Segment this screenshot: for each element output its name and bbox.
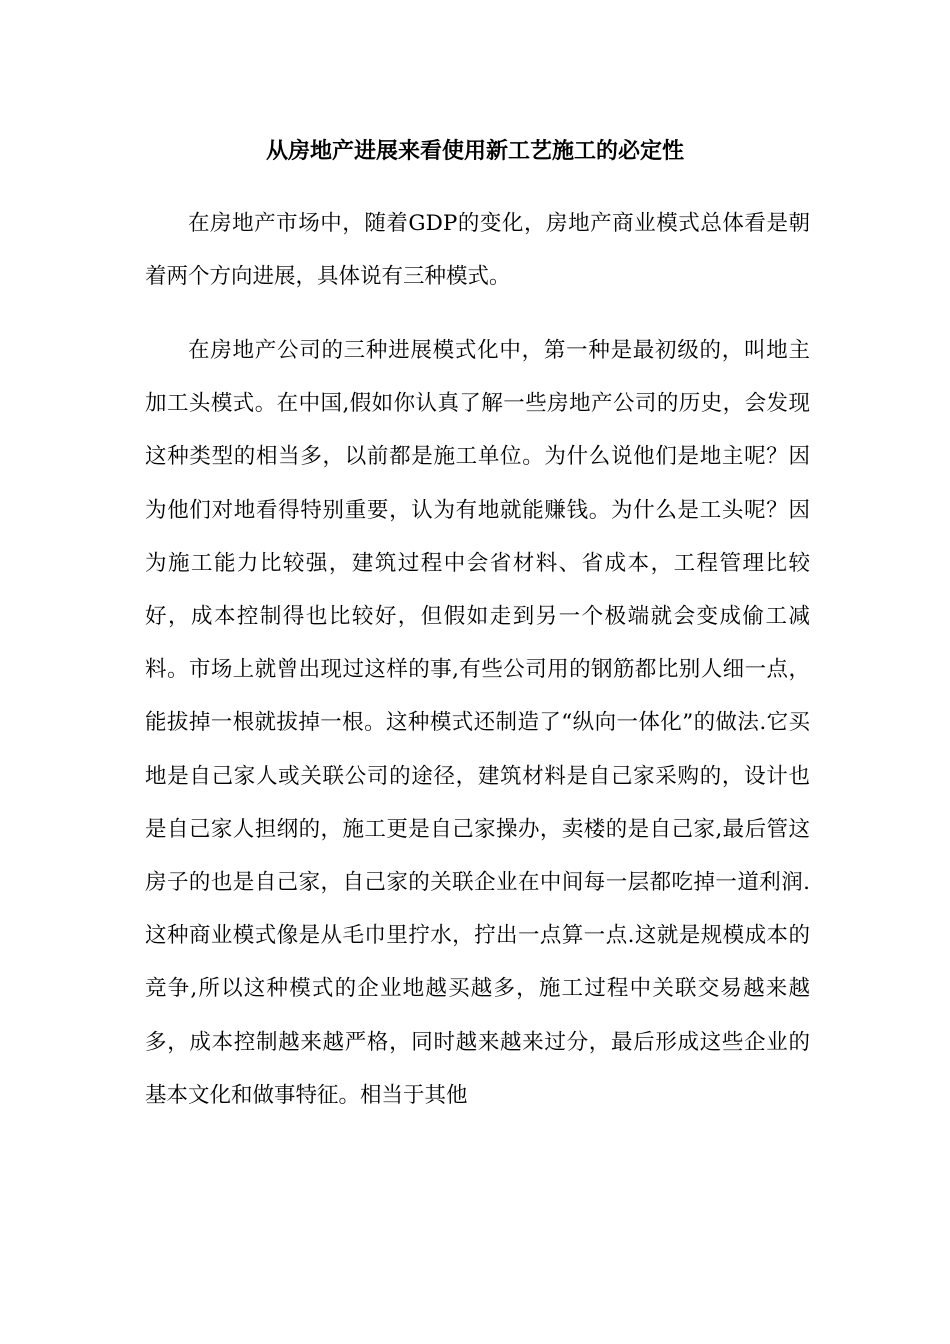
document-title: 从房地产进展来看使用新工艺施工的必定性	[265, 139, 684, 164]
paragraph-2: 在房地产公司的三种进展模式化中，第一种是最初级的，叫地主加工头模式。在中国,假如你认真了解一些房地产公司的历史，会发现这种类型的相当多，以前都是施工单位。为什么说他们是地主呢？因为他们对地看得特别重要，认为有地就能赚钱。为什么是工头呢？因为施工能力比较强，建筑过程中会省材料、省成本，工程管理比较好，成本控制得也比较好，但假如走到另一个极端就会变成偷工减料。市场上就曾出现过这样的事,有些公司用的钢筋都比别人细一点，能拔掉一根就拔掉一根。这种模式还制造了“纵向一体化”的做法.它买地是自己家人或关联公司的途径，建筑材料是自己家采购的，设计也是自己家人担纲的，施工更是自己家操办，卖楼的是自己家,最后管这房子的也是自己家，自己家的关联企业在中间每一层都吃掉一道利润.这种商业模式像是从毛巾里拧水，拧出一点算一点.这就是规模成本的竞争,所以这种模式的企业地越买越多，施工过程中关联交易越来越多，成本控制越来越严格，同时越来越来过分，最后形成这些企业的基本文化和做事特征。相当于其他	[145, 338, 810, 1108]
paragraph-1: 在房地产市场中，随着GDP的变化，房地产商业模式总体看是朝着两个方向进展，具体说有三种模式。	[145, 211, 810, 290]
